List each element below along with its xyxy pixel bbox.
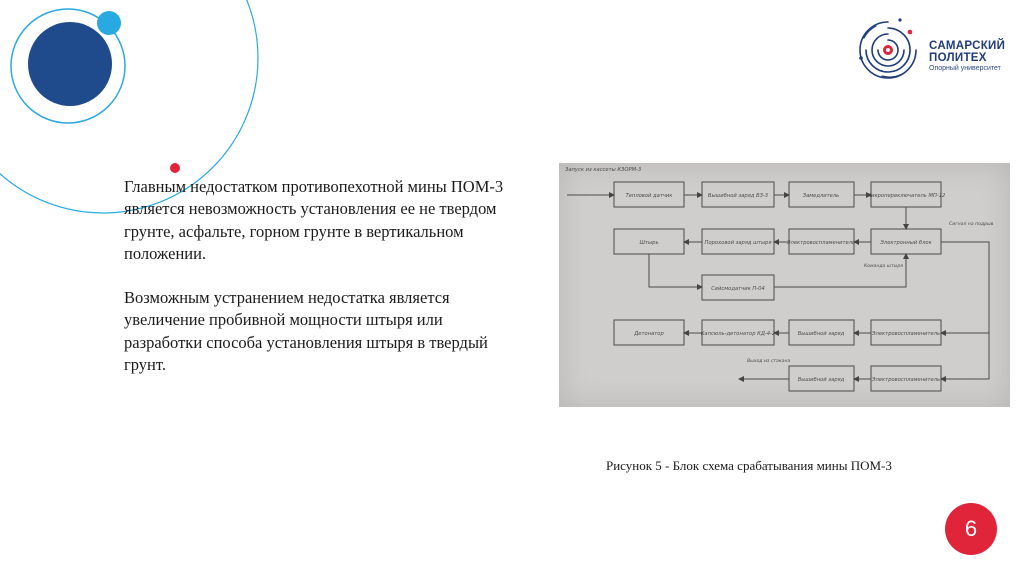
block-expelling-charge-3: Вышибной заряд [797,377,845,383]
block-electronic-unit: Электронный блок [880,240,932,246]
block-capsule-detonator: Капсюль-детонатор КД-4-2 [700,331,776,337]
page-number-badge: 6 [945,503,997,555]
block-diagram-photo [559,163,1010,407]
block-expelling-charge-1: Вышибной заряд ВЗ-3 [707,193,769,199]
block-powder-charge-pin: Пороховой заряд штыря [704,240,772,246]
block-igniter-1: Электровоспламенитель [786,240,856,246]
logo-emblem-icon [852,14,924,84]
block-thermal-sensor: Тепловой датчик [625,193,673,199]
logo-subtitle: Опорный университет [929,65,1001,72]
logo-title-line2: ПОЛИТЕХ [929,52,987,64]
note-pin-command: Команда штыря [864,264,903,269]
navy-circle [28,22,112,106]
block-retarder: Замедлитель [802,193,840,199]
diagram-input-label: Запуск из кассеты КЗОРМ-3 [565,167,642,173]
blue-dot [97,11,121,35]
block-expelling-charge-2: Вышибной заряд [797,331,845,337]
block-igniter-2: Электровоспламенитель [871,331,941,337]
red-dot [170,163,180,173]
block-microswitch: Микропереключатель МП-12 [866,193,946,199]
note-exit-from-mine: Выход из стакана [747,359,791,364]
logo-text [929,40,1005,74]
slide-body-text [124,176,524,398]
paragraph-drawback: Главным недостатком противопехотной мины ПОМ-3 является невозможность установления ее не твердом грунте, асфальте, горном грунте в вертикальном положении. [124,177,504,263]
logo-title-line1: САМАРСКИЙ [929,40,1006,52]
block-igniter-3: Электровоспламенитель [871,377,941,383]
block-detonator: Детонатор [634,331,664,337]
block-diagram [559,163,1010,407]
block-pin: Штырь [639,240,659,246]
note-signal-to-blast: Сигнал на подрыв [949,222,994,227]
block-seismic-sensor: Сейсмодатчик П-04 [711,286,765,292]
paragraph-solution: Возможным устранением недостатка является увеличение пробивной мощности штыря или разработки способа установления штыря в твердый грунт. [124,288,488,375]
figure-caption: Рисунок 5 - Блок схема срабатывания мины ПОМ-3 [606,458,892,473]
